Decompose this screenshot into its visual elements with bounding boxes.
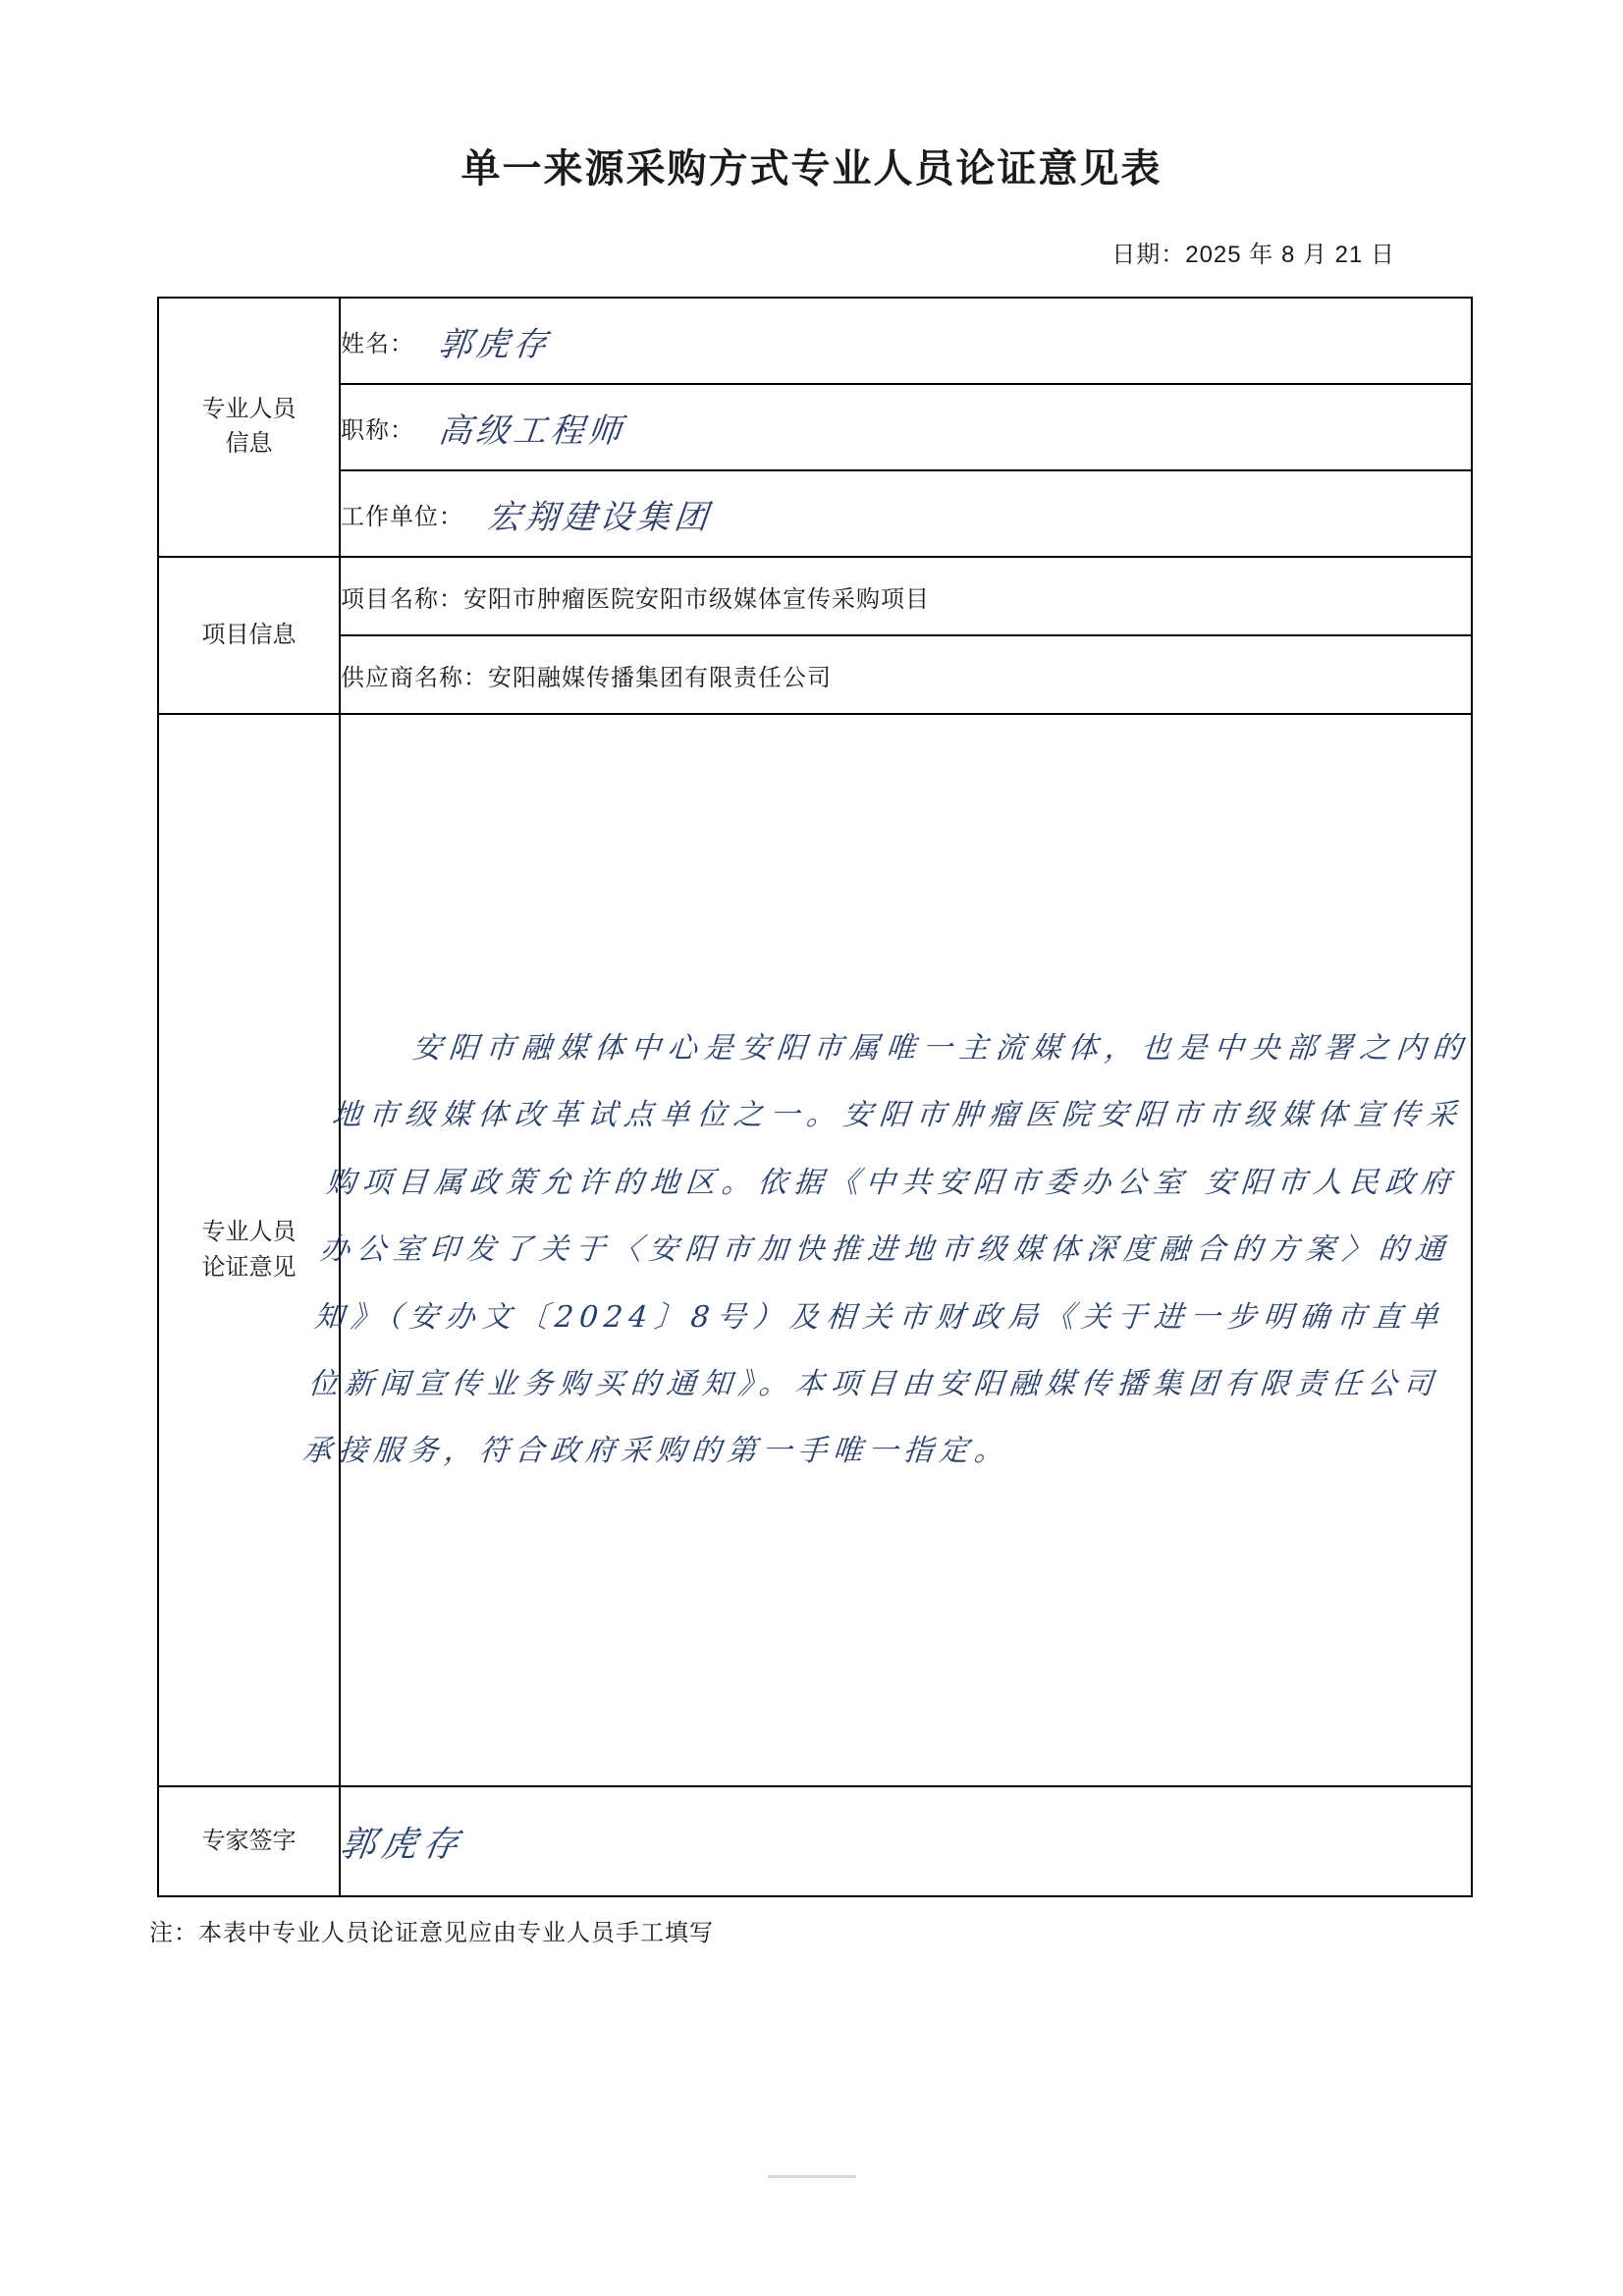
- project-name-value: 安阳市肿瘤医院安阳市级媒体宣传采购项目: [463, 585, 930, 613]
- footer-divider: [768, 2175, 856, 2178]
- expert-name-label: 姓名：: [341, 330, 414, 357]
- expert-unit-cell: [340, 470, 1472, 557]
- table-row: [158, 384, 1472, 470]
- signature-row-label: 专家签字: [158, 1786, 340, 1896]
- expert-title-cell: [340, 384, 1472, 470]
- table-row: [158, 470, 1472, 557]
- expert-unit-label: 工作单位：: [341, 503, 463, 530]
- table-row: [158, 714, 1472, 1786]
- expert-name-cell: [340, 298, 1472, 384]
- project-name-cell: [340, 557, 1472, 635]
- table-row: [158, 298, 1472, 384]
- opinion-handwritten-text: 安阳市融媒体中心是安阳市属唯一主流媒体，也是中央部署之内的地市级媒体改革试点单位之一。安阳市肿瘤医院安阳市市级媒体宣传采购项目属政策允许的地区。依据《中共安阳市委办公室 安阳市人民政府办公室印发了关于〈安阳市加快推进地市级媒体深度融合的方案〉的通知》（安办文〔2024〕8号）及相关市财政局《关于进一步明确市直单位新闻宣传业务购买的通知》。本项目由安阳融媒传播集团有限责任公司承接服务，符合政府采购的第一手唯一指定。: [300, 1030, 1470, 1468]
- expert-title-value: 高级工程师: [436, 410, 627, 451]
- project-info-row-label: 项目信息: [158, 557, 340, 714]
- document-date: 日期：2025 年 8 月 21 日: [1111, 242, 1395, 268]
- table-row: [158, 635, 1472, 714]
- expert-title-label: 职称：: [341, 416, 414, 444]
- project-name-label: 项目名称：: [341, 585, 463, 613]
- signature-value: 郭虎存: [337, 1824, 467, 1865]
- page-title: 单一来源采购方式专业人员论证意见表: [460, 147, 1163, 191]
- supplier-name-value: 安阳融媒传播集团有限责任公司: [488, 664, 832, 691]
- opinion-form-table: [157, 297, 1473, 1897]
- table-row: [158, 557, 1472, 635]
- opinion-row-label: 专业人员 论证意见: [158, 714, 340, 1786]
- supplier-name-cell: [340, 635, 1472, 714]
- signature-cell: [337, 1786, 1472, 1896]
- expert-unit-value: 宏翔建设集团: [485, 497, 714, 537]
- expert-name-value: 郭虎存: [436, 324, 553, 364]
- table-row: [158, 1786, 1472, 1896]
- supplier-name-label: 供应商名称：: [341, 664, 488, 691]
- form-note: 注：本表中专业人员论证意见应由专业人员手工填写: [149, 1920, 714, 1946]
- expert-info-row-label: 专业人员 信息: [158, 298, 340, 557]
- opinion-body-cell: [300, 714, 1472, 1786]
